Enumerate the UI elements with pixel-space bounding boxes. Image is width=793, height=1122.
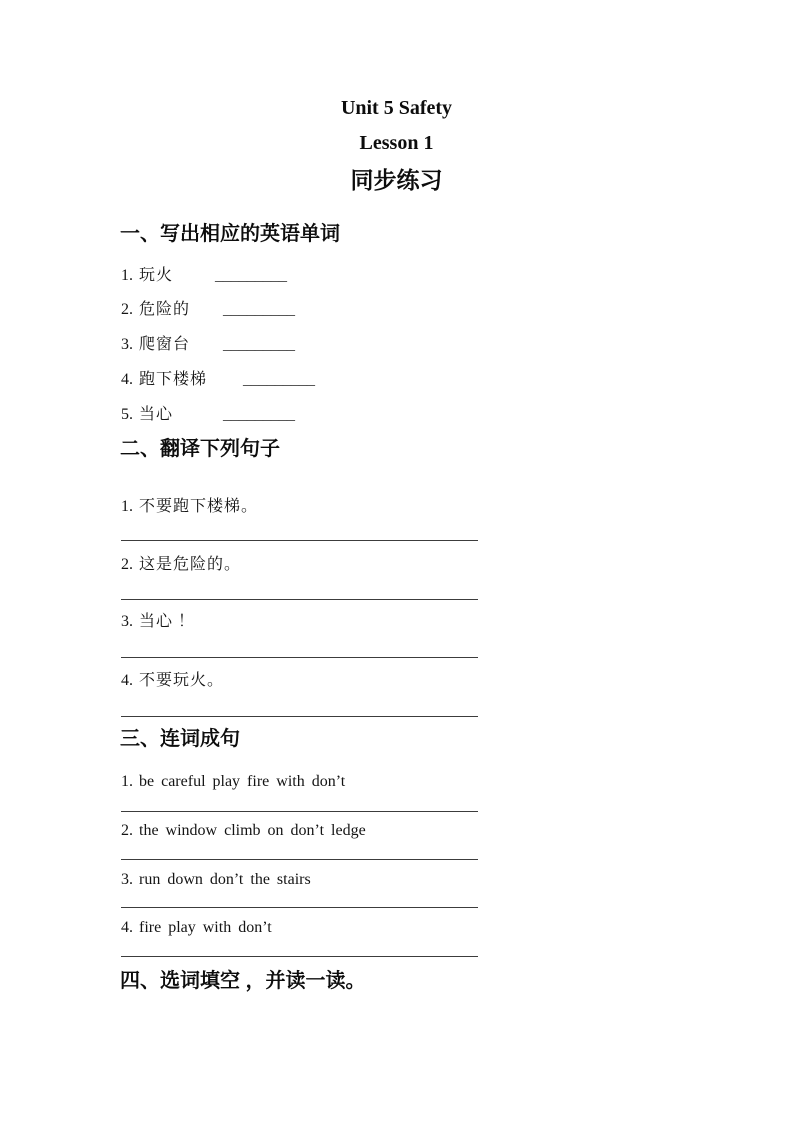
translate-item bbox=[121, 497, 258, 517]
word-label: 跑下楼梯 bbox=[139, 371, 208, 388]
answer-blank: _________ bbox=[223, 406, 295, 423]
sentence-text: be careful play fire with don’t bbox=[139, 773, 346, 790]
item-number: 3. bbox=[121, 613, 133, 630]
sentence-text: fire play with don’t bbox=[139, 919, 272, 936]
answer-blank: _________ bbox=[215, 267, 287, 284]
answer-line bbox=[121, 956, 478, 957]
sentence-text: the window climb on don’t ledge bbox=[139, 822, 366, 839]
sentence-text: 当心 ！ bbox=[139, 613, 196, 630]
section1-heading: 一、写出相应的英语单词 bbox=[120, 223, 340, 245]
unscramble-item bbox=[121, 918, 272, 938]
answer-line bbox=[121, 859, 478, 860]
item-number: 5. bbox=[121, 406, 133, 423]
word-item bbox=[121, 335, 295, 355]
section3-heading: 三、连词成句 bbox=[120, 728, 240, 750]
answer-blank: _________ bbox=[223, 336, 295, 353]
item-number: 4. bbox=[121, 919, 133, 936]
translate-item bbox=[121, 612, 195, 632]
item-number: 2. bbox=[121, 301, 133, 318]
worksheet-subtitle: 同步练习 bbox=[350, 167, 443, 193]
item-number: 2. bbox=[121, 556, 133, 573]
translate-item bbox=[121, 555, 241, 575]
word-label: 当心 bbox=[139, 406, 174, 423]
unscramble-item bbox=[121, 870, 311, 890]
answer-line bbox=[121, 907, 478, 908]
sentence-text: 不要跑下楼梯。 bbox=[139, 498, 259, 515]
answer-blank: _________ bbox=[243, 371, 315, 388]
answer-line bbox=[121, 657, 478, 658]
section2-heading: 二、翻译下列句子 bbox=[120, 438, 280, 460]
answer-line bbox=[121, 811, 478, 812]
word-item bbox=[121, 266, 287, 286]
word-label: 危险的 bbox=[139, 301, 191, 318]
item-number: 1. bbox=[121, 498, 133, 515]
word-label: 爬窗台 bbox=[139, 336, 191, 353]
item-number: 1. bbox=[121, 773, 133, 790]
answer-line bbox=[121, 599, 478, 600]
lesson-title: Lesson 1 bbox=[359, 132, 434, 154]
translate-item bbox=[121, 671, 224, 691]
item-number: 4. bbox=[121, 371, 133, 388]
word-item bbox=[121, 405, 295, 425]
item-number: 3. bbox=[121, 871, 133, 888]
word-label: 玩火 bbox=[139, 267, 174, 284]
item-number: 1. bbox=[121, 267, 133, 284]
sentence-text: 不要玩火。 bbox=[139, 672, 225, 689]
answer-blank: _________ bbox=[223, 301, 295, 318]
section4-heading: 四、选词填空 ，并读一读。 bbox=[120, 970, 366, 992]
item-number: 3. bbox=[121, 336, 133, 353]
item-number: 4. bbox=[121, 672, 133, 689]
unscramble-item bbox=[121, 821, 366, 841]
word-item bbox=[121, 300, 295, 320]
unit-title: Unit 5 Safety bbox=[340, 97, 453, 119]
answer-line bbox=[121, 540, 478, 541]
answer-line bbox=[121, 716, 478, 717]
unscramble-item bbox=[121, 772, 345, 792]
sentence-text: 这是危险的。 bbox=[139, 556, 242, 573]
sentence-text: run down don’t the stairs bbox=[139, 871, 311, 888]
item-number: 2. bbox=[121, 822, 133, 839]
word-item bbox=[121, 370, 315, 390]
